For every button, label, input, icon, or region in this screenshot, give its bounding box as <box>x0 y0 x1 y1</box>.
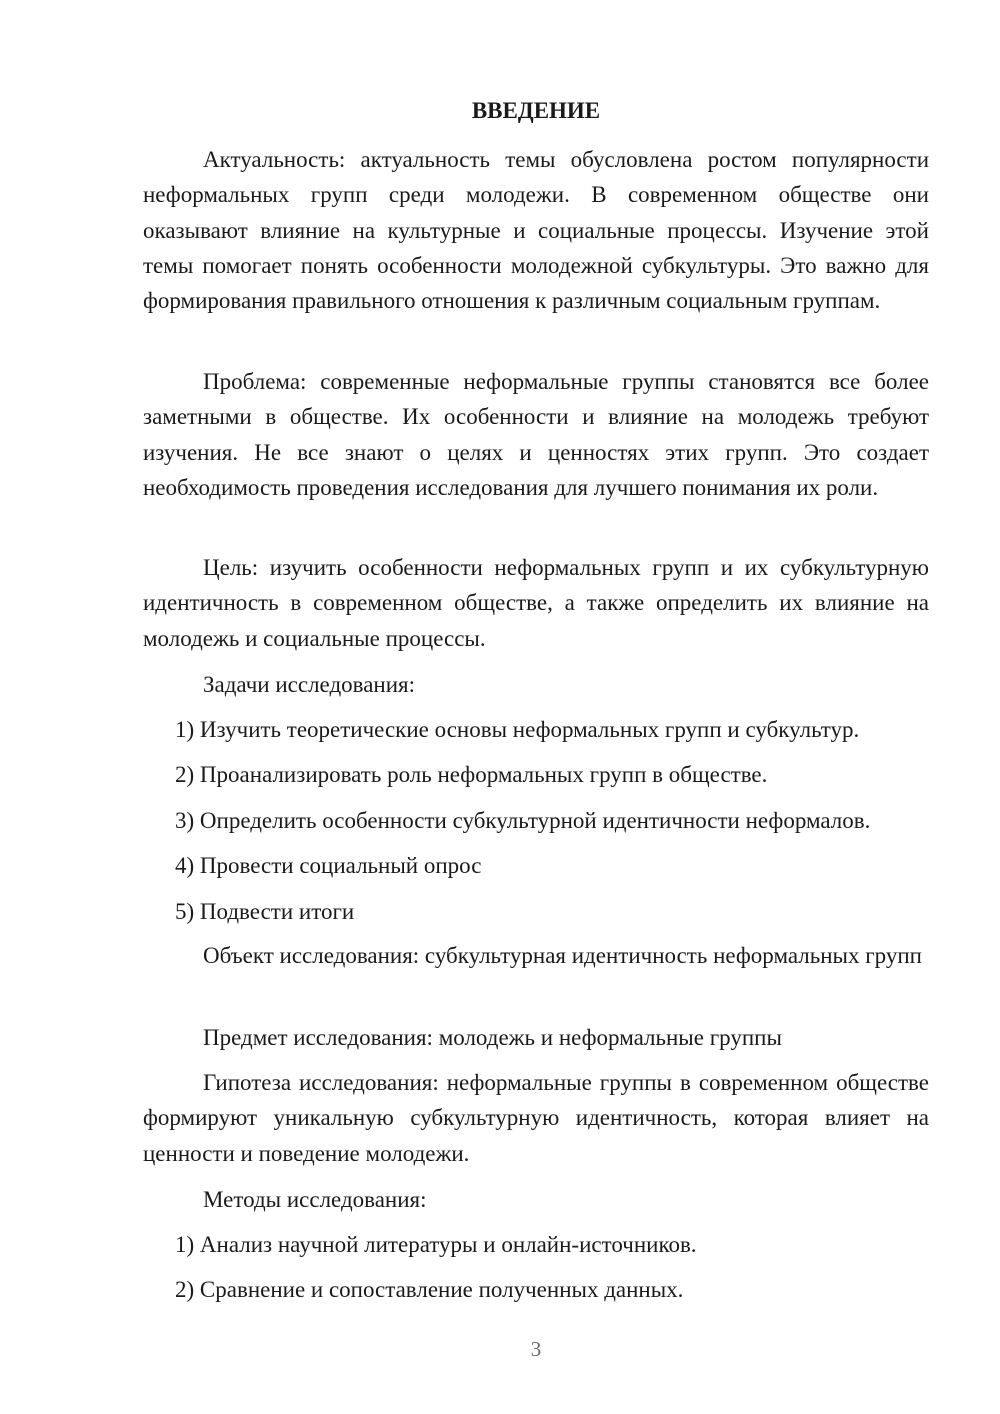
relevance-paragraph: Актуальность: актуальность темы обусловлена ростом популярности неформальных групп среди молодежи. В современном обществе они оказывают влияние на культурные и социальные процессы. Изучение этой темы помогает понять особенности молодежной субкультуры. Это важно для формирования правильного отношения к различным социальным группам. <box>143 147 929 314</box>
task-item: 1) Изучить теоретические основы неформальных групп и субкультур. <box>175 717 860 742</box>
subject-paragraph: Предмет исследования: молодежь и неформальные группы <box>203 1025 782 1050</box>
method-item: 1) Анализ научной литературы и онлайн-источников. <box>175 1232 697 1257</box>
task-item: 2) Проанализировать роль неформальных групп в обществе. <box>175 762 768 787</box>
hypothesis-paragraph: Гипотеза исследования: неформальные группы в современном обществе формируют уникальную субкультурную идентичность, которая влияет на ценности и поведение молодежи. <box>143 1070 929 1166</box>
goal-paragraph: Цель: изучить особенности неформальных групп и их субкультурную идентичность в современном обществе, а также определить их влияние на молодежь и социальные процессы. <box>143 555 929 651</box>
task-item: 5) Подвести итоги <box>175 899 355 924</box>
tasks-heading: Задачи исследования: <box>203 672 416 697</box>
method-item: 2) Сравнение и сопоставление полученных данных. <box>175 1277 684 1302</box>
page-title: ВВЕДЕНИЕ <box>471 98 601 123</box>
task-item: 4) Провести социальный опрос <box>175 853 482 878</box>
object-paragraph: Объект исследования: субкультурная идентичность неформальных групп <box>203 943 922 968</box>
methods-heading: Методы исследования: <box>203 1187 427 1212</box>
page-number: 3 <box>530 1337 542 1361</box>
problem-paragraph: Проблема: современные неформальные группы становятся все более заметными в обществе. Их особенности и влияние на молодежь требуют изучения. Не все знают о целях и ценностях этих групп. Это создает необходимость проведения исследования для лучшего понимания их роли. <box>143 369 929 500</box>
task-item: 3) Определить особенности субкультурной идентичности неформалов. <box>175 808 871 833</box>
document-page <box>143 0 929 1414</box>
